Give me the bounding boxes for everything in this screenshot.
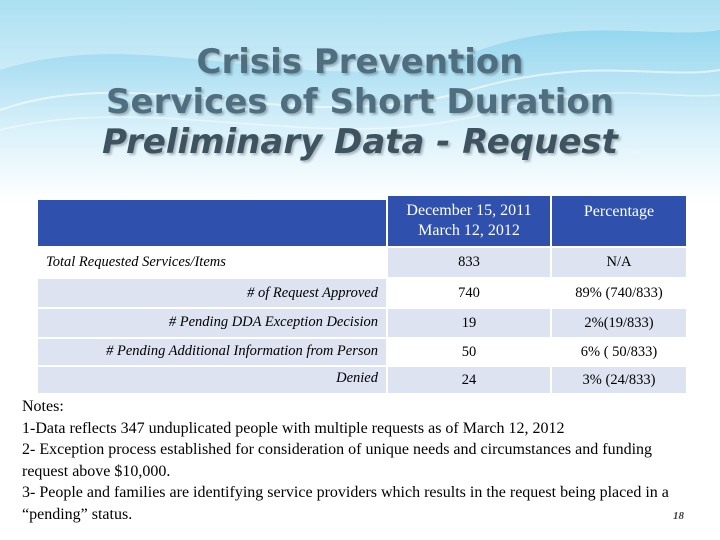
note-item: 1-Data reflects 347 unduplicated people with multiple requests as of March 12, 2012 [22, 419, 565, 437]
row-label: # Pending Additional Information from Person [106, 343, 378, 359]
data-table [38, 196, 686, 393]
row-percent-cell [552, 279, 686, 307]
page-number: 18 [673, 510, 684, 522]
row-count-cell [388, 367, 550, 393]
row-count-cell [388, 339, 550, 365]
row-percent: 2%(19/833) [584, 315, 654, 331]
header-date-line2: March 12, 2012 [418, 222, 520, 239]
row-label: # Pending DDA Exception Decision [168, 314, 378, 330]
row-count-cell [388, 248, 550, 277]
table-row [38, 367, 386, 393]
row-count: 50 [461, 344, 477, 360]
notes-section [22, 396, 702, 525]
row-percent-cell [552, 367, 686, 393]
title-line-2: Services of Short Duration [106, 82, 614, 122]
row-count: 740 [458, 285, 480, 301]
note-item: 2- Exception process established for consideration of unique needs and circumstances and funding request above $10,000. [22, 441, 653, 480]
title-line-3: Preliminary Data - Request [102, 122, 618, 162]
row-label: Denied [336, 370, 378, 386]
table-row [38, 309, 386, 337]
row-percent: N/A [606, 254, 632, 270]
row-percent: 89% (740/833) [575, 285, 663, 301]
header-percentage: Percentage [583, 203, 655, 220]
table-row [38, 248, 386, 277]
row-percent: 6% ( 50/833) [580, 344, 658, 360]
note-item: 3- People and families are identifying service providers which results in the request being placed in a “pending” status. [22, 484, 669, 523]
header-date-line1: December 15, 2011 [406, 202, 532, 219]
row-count-cell [388, 309, 550, 337]
header-percentage-cell [552, 196, 686, 246]
row-count-cell [388, 279, 550, 307]
row-percent: 3% (24/833) [582, 372, 656, 388]
notes-heading: Notes: [22, 398, 64, 415]
table-row [38, 279, 386, 307]
row-count: 24 [461, 372, 477, 388]
row-label: # of Request Approved [247, 285, 378, 301]
row-percent-cell [552, 248, 686, 277]
table-row [38, 339, 386, 365]
row-percent-cell [552, 339, 686, 365]
row-count: 833 [458, 254, 480, 270]
row-label: Total Requested Services/Items [46, 254, 226, 270]
header-date-cell [388, 196, 550, 246]
row-count: 19 [461, 315, 477, 331]
title-line-1: Crisis Prevention [196, 42, 524, 82]
slide-title [0, 42, 720, 162]
header-label-cell [38, 200, 386, 246]
row-percent-cell [552, 309, 686, 337]
